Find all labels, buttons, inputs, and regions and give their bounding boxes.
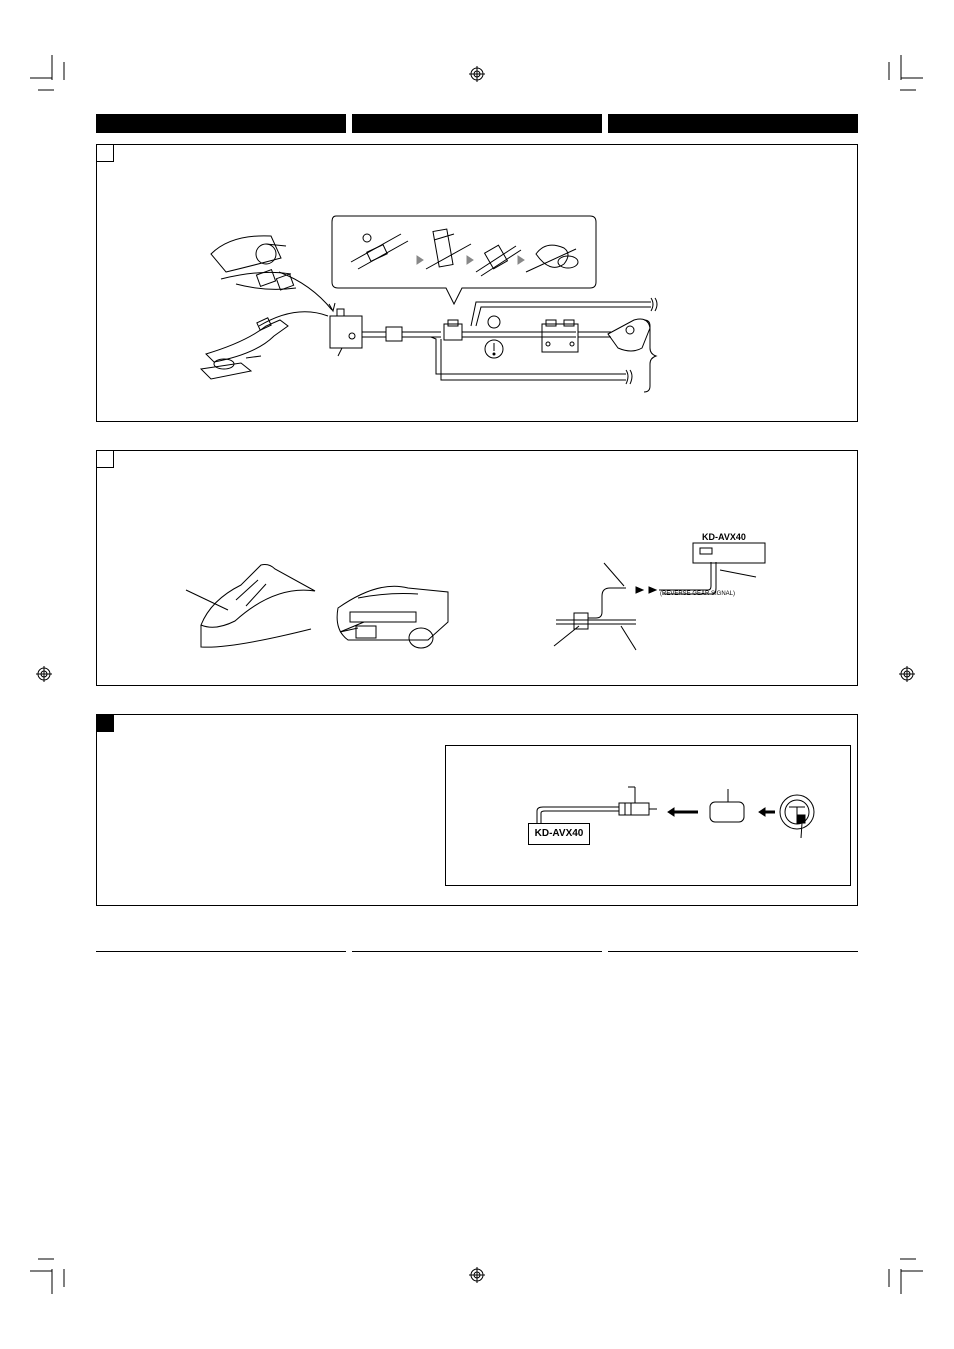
parking-brake-diagram — [96, 144, 858, 422]
pedal-illustration — [211, 236, 296, 290]
registration-mark-top — [469, 66, 485, 82]
ground-screw — [488, 316, 500, 328]
footer-line-middle — [352, 951, 602, 952]
reverse-splice-connector — [574, 613, 588, 629]
camera-model-box: KD-AVX40 — [528, 823, 590, 845]
trunk-illustration — [186, 565, 315, 648]
reverse-gear-signal-label: (REVERSE GEAR SIGNAL) — [660, 591, 736, 597]
registration-mark-bottom — [469, 1267, 485, 1283]
car-rear-illustration — [337, 586, 448, 648]
footer-line-right — [608, 951, 858, 952]
header-bar-middle — [352, 114, 602, 133]
splice-step-4 — [526, 245, 578, 272]
footer-line-left — [96, 951, 346, 952]
splice-step-2 — [426, 229, 471, 269]
rear-camera-diagram — [445, 745, 851, 886]
reverse-gear-diagram — [96, 450, 858, 686]
relay-box — [542, 324, 578, 352]
arrow-handbrake-to-unit — [259, 312, 328, 326]
registration-mark-right — [899, 666, 915, 682]
section-badge-rear-camera — [96, 714, 114, 732]
video-plug — [619, 803, 649, 815]
reverse-unit-box — [693, 543, 765, 563]
header-bar-left — [96, 114, 346, 133]
registration-mark-left — [36, 666, 52, 682]
splice-step-1 — [351, 234, 408, 269]
brake-switch-unit — [330, 316, 362, 348]
reverse-model-label: KD-AVX40 — [702, 532, 746, 542]
hand-brake-illustration — [201, 318, 288, 379]
splice-inset-bubble — [332, 216, 596, 304]
splice-step-3 — [476, 245, 521, 276]
arrow-pedal-to-unit — [279, 272, 332, 310]
header-bar-right — [608, 114, 858, 133]
tape-wrapping-hand — [608, 319, 650, 351]
camera-adapter — [710, 802, 744, 822]
